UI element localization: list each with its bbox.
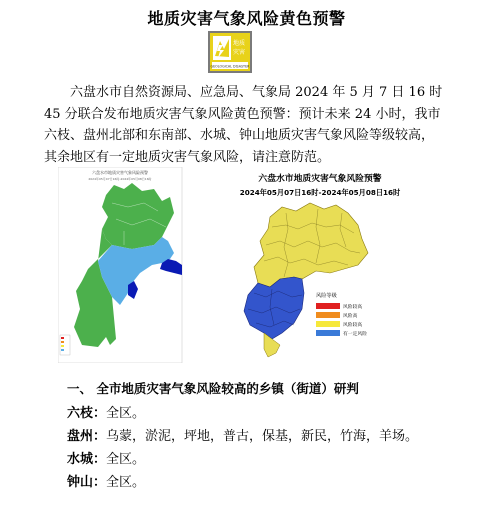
badge-line-1: 地质 [233,40,246,47]
list-item [67,425,467,448]
list-item [67,448,467,471]
list-item [67,402,467,425]
badge-caption: GEOLOGICAL DISASTER [210,64,250,69]
list-item-value: 全区。 [106,475,146,490]
list-item-value: 全区。 [106,406,146,421]
badge-line-2: 灾害 [233,49,246,56]
list-item-key: 六枝： [67,406,107,421]
list-item-value: 全区。 [106,452,146,467]
right-map [240,172,401,357]
warning-paragraph: 六盘水市自然资源局、应急局、气象局 2024 年 5 月 7 日 16 时 45 分联合发布地质灾害气象风险黄色预警：预计未来 24 小时，我市六枝、盘州北部和东南部、水城、钟山地质灾害气象风险等级较高，其余地区有一定地质灾害气象风险，请注意防范。 [44,85,443,165]
warning-maps [58,167,444,363]
legend-item-4: 有一定风险 [343,332,367,337]
right-map-legend [316,291,367,337]
legend-item-3: 风险较高 [343,323,363,328]
township-list [67,402,467,494]
left-map-title: 六盘水市地质灾害气象风险预警 [92,170,148,175]
legend-item-2: 风险高 [343,314,358,319]
list-item-key: 钟山： [67,475,107,490]
landslide-warning-icon [208,31,252,73]
left-map [58,167,182,363]
list-item-value: 乌蒙，淤泥，坪地，普古，保基，新民，竹海，羊场。 [106,429,419,444]
legend-title: 风险等级 [316,293,337,299]
list-item [67,471,467,494]
page-title: 地质灾害气象风险黄色预警 [147,9,346,28]
right-map-yellow-region [254,203,368,287]
left-map-subtitle: 2024年05月07日16时-2024年05月08日16时 [88,177,152,181]
section-heading: 一、 全市地质灾害气象风险较高的乡镇（街道）研判 [67,381,359,396]
right-map-subtitle: 2024年05月07日16时-2024年05月08日16时 [239,188,401,197]
right-map-title: 六盘水市地质灾害气象风险预警 [258,174,382,184]
legend-item-1: 风险较高 [343,305,363,310]
list-item-key: 水城： [67,452,107,467]
list-item-key: 盘州： [67,429,107,444]
